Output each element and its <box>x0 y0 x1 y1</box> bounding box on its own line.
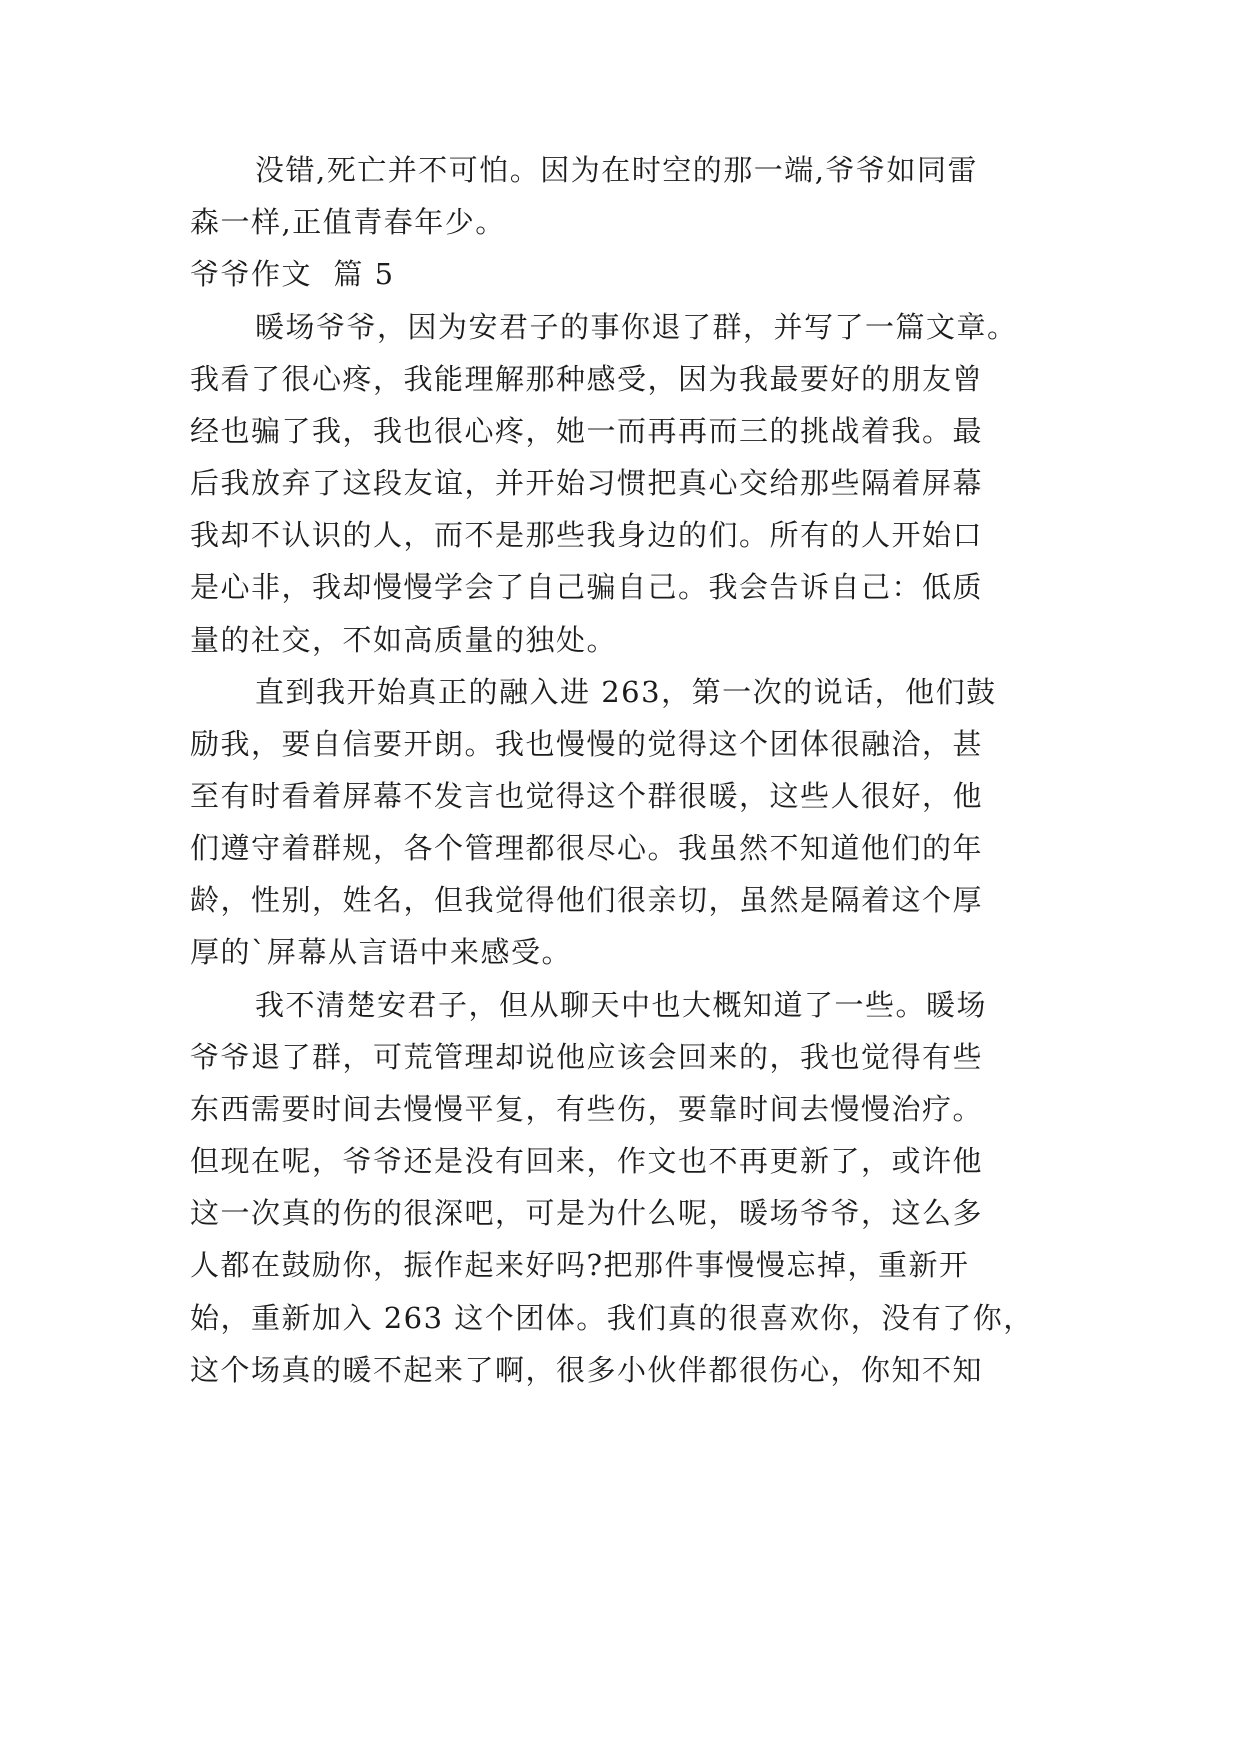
paragraph-line: 暖场爷爷，因为安君子的事你退了群，并写了一篇文章。 <box>255 310 1018 344</box>
paragraph-line: 我却不认识的人，而不是那些我身边的们。所有的人开始口 <box>190 518 984 552</box>
paragraph-line: 森一样,正值青春年少。 <box>190 205 506 239</box>
paragraph-line: 爷爷退了群，可荒管理却说他应该会回来的，我也觉得有些 <box>190 1040 984 1074</box>
paragraph-line: 励我，要自信要开朗。我也慢慢的觉得这个团体很融洽，甚 <box>190 727 984 761</box>
paragraph-line: 量的社交，不如高质量的独处。 <box>190 623 618 657</box>
paragraph-line: 但现在呢，爷爷还是没有回来，作文也不再更新了，或许他 <box>190 1144 984 1178</box>
paragraph-line: 这个场真的暖不起来了啊，很多小伙伴都很伤心，你知不知 <box>190 1353 984 1387</box>
paragraph-line: 始，重新加入 263 这个团体。我们真的很喜欢你，没有了你， <box>190 1301 1034 1335</box>
paragraph-line: 这一次真的伤的很深吧，可是为什么呢，暖场爷爷，这么多 <box>190 1196 984 1230</box>
paragraph-line: 至有时看着屏幕不发言也觉得这个群很暖，这些人很好，他 <box>190 779 984 813</box>
paragraph-line: 人都在鼓励你，振作起来好吗?把那件事慢慢忘掉，重新开 <box>190 1248 970 1282</box>
paragraph-line: 东西需要时间去慢慢平复，有些伤，要靠时间去慢慢治疗。 <box>190 1092 984 1126</box>
paragraph-line: 是心非，我却慢慢学会了自己骗自己。我会告诉自己：低质 <box>190 570 984 604</box>
paragraph-line: 经也骗了我，我也很心疼，她一而再再而三的挑战着我。最 <box>190 414 984 448</box>
paragraph-line: 们遵守着群规，各个管理都很尽心。我虽然不知道他们的年 <box>190 831 984 865</box>
section-heading: 爷爷作文 篇 5 <box>190 257 395 291</box>
paragraph-line: 我不清楚安君子，但从聊天中也大概知道了一些。暖场 <box>255 988 988 1022</box>
paragraph-line: 龄，性别，姓名，但我觉得他们很亲切，虽然是隔着这个厚 <box>190 883 984 917</box>
paragraph-line: 后我放弃了这段友谊，并开始习惯把真心交给那些隔着屏幕 <box>190 466 984 500</box>
paragraph-line: 直到我开始真正的融入进 263，第一次的说话，他们鼓 <box>255 675 997 709</box>
paragraph-line: 我看了很心疼，我能理解那种感受，因为我最要好的朋友曾 <box>190 362 984 396</box>
paragraph-line: 厚的`屏幕从言语中来感受。 <box>190 935 573 969</box>
paragraph-line: 没错,死亡并不可怕。因为在时空的那一端,爷爷如同雷 <box>255 153 978 187</box>
